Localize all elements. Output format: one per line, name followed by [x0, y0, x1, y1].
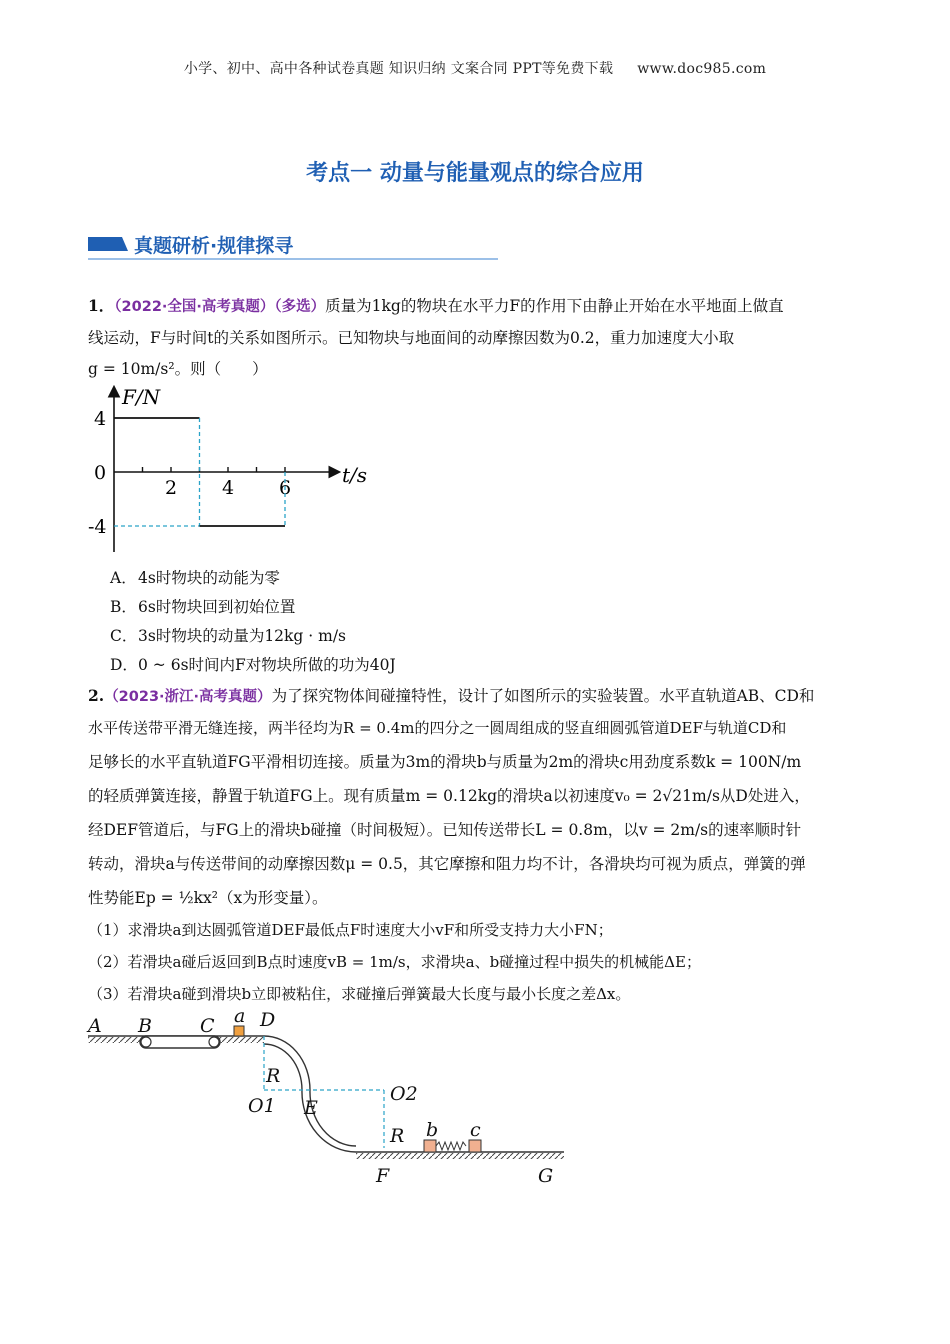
q2-number: 2.: [88, 686, 105, 705]
x-tick-label: 2: [165, 477, 178, 499]
option-c[interactable]: [110, 622, 346, 650]
option-d[interactable]: [110, 651, 396, 679]
label-A: A: [88, 1015, 102, 1037]
q1-line3: g = 10m/s²。则（ ）: [88, 360, 268, 378]
pipe-outer: [264, 1036, 356, 1146]
y-tick-label: 4: [94, 408, 107, 430]
option-a[interactable]: [110, 564, 280, 592]
q1-line1: 质量为1kg的物块在水平力F的作用下由静止开始在水平地面上做直: [325, 297, 784, 315]
x-tick-label: 4: [222, 477, 235, 499]
ft-chart: [88, 382, 388, 558]
q2-sub-2: （2）若滑块a碰后返回到B点时速度vB = 1m/s，求滑块a、b碰撞过程中损失的机械能ΔE；: [88, 953, 701, 971]
q1-number: 1．: [88, 296, 115, 315]
q2-line: 的轻质弹簧连接，静置于轨道FG上。现有质量m = 0.12kg的滑块a以初速度v₀ = 2√21m/s从D处进入，: [88, 787, 810, 805]
question-1: [88, 290, 864, 385]
label-B: B: [138, 1015, 152, 1037]
y-tick-label: 0: [94, 462, 107, 484]
track-hatch-bottom: [356, 1153, 564, 1159]
option-text: 3s时物块的动量为12kg · m/s: [138, 627, 347, 645]
label-O2: O2: [390, 1083, 418, 1105]
option-key: A．: [110, 569, 137, 587]
q2-source: （2023·浙江·高考真题）: [104, 689, 272, 705]
option-b[interactable]: [110, 593, 295, 621]
spring: [436, 1142, 466, 1150]
banner-bar: [88, 237, 128, 251]
section-banner: [88, 230, 498, 260]
apparatus-diagram: [84, 1012, 574, 1192]
label-c: c: [470, 1119, 481, 1141]
label-G: G: [538, 1165, 554, 1187]
x-label: t/s: [342, 463, 368, 487]
page-header: [0, 58, 950, 78]
q2-sub-1: （1）求滑块a到达圆弧管道DEF最低点F时速度大小vF和所受支持力大小FN；: [88, 921, 613, 939]
q2-line: 转动，滑块a与传送带间的动摩擦因数μ = 0.5，其它摩擦和阻力均不计，各滑块均可视为质点，弹簧的弹: [88, 855, 806, 873]
y-tick-label: -4: [88, 516, 107, 538]
conveyor-roller-b: [141, 1037, 151, 1047]
label-R2: R: [390, 1125, 405, 1147]
header-url[interactable]: www.doc985.com: [637, 61, 767, 77]
label-F: F: [376, 1165, 390, 1187]
q2-line: 为了探究物体间碰撞特性，设计了如图所示的实验装置。水平直轨道AB、CD和: [271, 687, 815, 705]
label-O1: O1: [248, 1095, 276, 1117]
header-text: 小学、初中、高中各种试卷真题 知识归纳 文案合同 PPT等免费下载: [183, 61, 614, 77]
block-b: [424, 1140, 436, 1152]
q2-line: 性势能Ep = ½kx²（x为形变量）。: [88, 889, 328, 907]
q2-line: 足够长的水平直轨道FG平滑相切连接。质量为3m的滑块b与质量为2m的滑块c用劲度系数k = 100N/m: [88, 753, 802, 771]
page-title: 考点一 动量与能量观点的综合应用: [306, 161, 644, 186]
x-tick-label: 6: [279, 477, 292, 499]
label-b: b: [426, 1119, 439, 1141]
label-a: a: [234, 1012, 246, 1027]
y-label: F/N: [122, 385, 161, 409]
question-2: [88, 680, 864, 914]
q1-source: （2022·全国·高考真题）（多选）: [114, 299, 326, 315]
conveyor-belt: [140, 1036, 220, 1048]
option-key: D．: [110, 656, 138, 674]
label-D: D: [260, 1012, 276, 1031]
block-c: [469, 1140, 481, 1152]
q2-line: 经DEF管道后，与FG上的滑块b碰撞（时间极短）。已知传送带长L = 0.8m，以v = 2m/s的速率顺时针: [88, 821, 802, 839]
option-text: 6s时物块回到初始位置: [138, 598, 296, 616]
option-text: 4s时物块的动能为零: [138, 569, 280, 587]
label-R1: R: [266, 1065, 281, 1087]
q2-sub-3: （3）若滑块a碰到滑块b立即被粘住，求碰撞后弹簧最大长度与最小长度之差Δx。: [88, 985, 631, 1003]
block-a: [234, 1026, 244, 1036]
option-key: B．: [110, 598, 137, 616]
option-key: C．: [110, 627, 138, 645]
option-text: 0 ~ 6s时间内F对物块所做的功为40J: [138, 656, 396, 674]
label-C: C: [200, 1015, 215, 1037]
label-E: E: [304, 1097, 318, 1119]
section-label: 真题研析·规律探寻: [134, 235, 294, 257]
q2-line: 水平传送带平滑无缝连接，两半径均为R = 0.4m的四分之一圆周组成的竖直细圆弧管道DEF与轨道CD和: [88, 719, 787, 737]
q1-line2: 线运动，F与时间t的关系如图所示。已知物块与地面间的动摩擦因数为0.2，重力加速度大小取: [88, 329, 735, 347]
conveyor-roller-c: [209, 1037, 219, 1047]
